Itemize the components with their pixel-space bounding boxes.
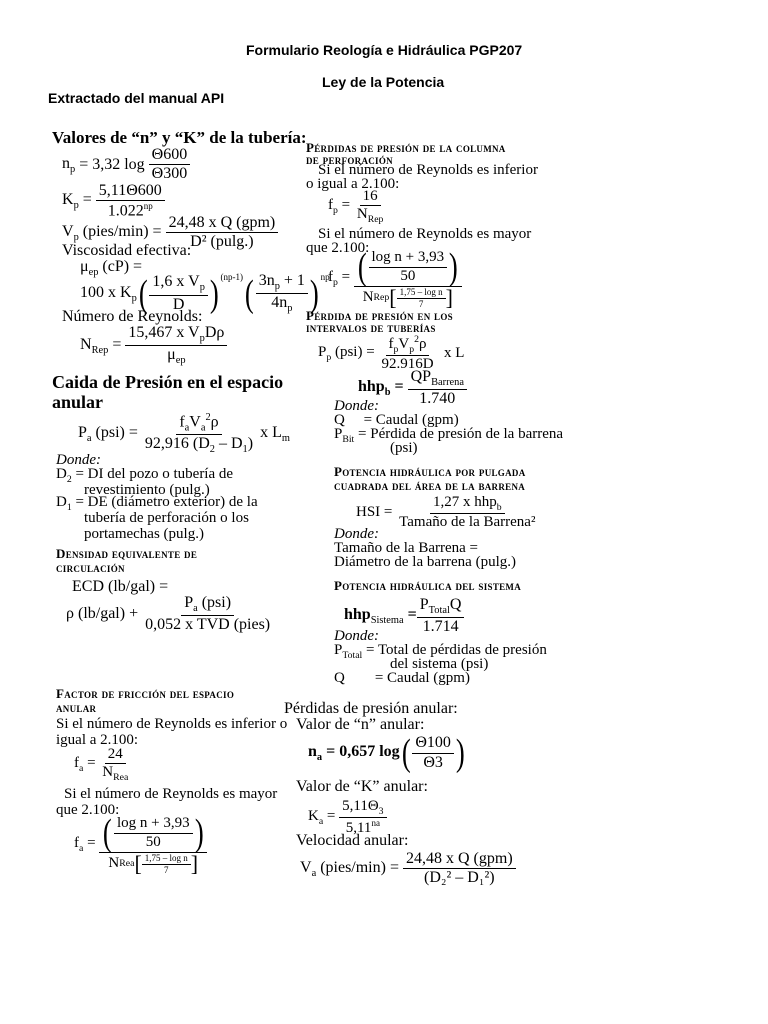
na-denominator: Θ3 [423,753,443,771]
hhpb-lhs: hhp$_b$ = [358,378,404,399]
fa-laminar-numerator: 24 [105,746,126,764]
ecd-lhs: ECD (lb/gal) = [72,578,169,595]
hsi-lhs: HSI = [356,504,393,521]
fp-turb-bracket-fraction [397,287,446,309]
annular-loss-heading: Pérdidas de presión anular: [284,700,458,717]
pa-formula [78,412,290,457]
mu-fraction-2 [256,272,308,315]
ka-denominator: $5,11^{na}$ [345,818,380,837]
pp-numerator: $f_pV_p^2\rho$ [386,334,430,356]
drill-string-heading-1: Pérdidas de presión de la columna [306,140,506,155]
ecd-numerator: $P_a$ (psi) [181,594,234,616]
drill-string-heading-2: de perforación [306,152,393,167]
sys-fraction [417,596,465,637]
vp-denominator: D² (pulg.) [190,233,254,251]
fa-turbulent-formula [74,814,207,875]
q2-def: Q = Caudal (gpm) [334,670,470,686]
ecd-heading-2: circulación [56,560,125,575]
pp-lhs: $P_p$ (psi) = [318,344,375,364]
mu-f1-denominator: D [172,295,185,313]
fa-turbulent-fraction [99,814,207,875]
ecd-denominator: 0,052 x TVD (pies) [145,616,271,634]
nrep-lhs: $N_{Rep}$ = [80,335,122,356]
hhpb-fraction [408,368,467,409]
drill-laminar-text-1: Si el número de Reynolds es inferior [318,162,538,178]
mu-formula: 100 x $K_p$ ( $\frac{1,6 x V_p}{D}$ ) $^{(np-1)}$ ( $\frac{3n_p + 1}{4n_p}$ ) $^{np}$ [80,272,330,315]
mu-f1-numerator: 1,6 x $V_p$ [149,273,207,295]
fa-heading-2: anular [56,700,97,715]
fp-laminar-lhs: $f_p$ = [328,197,351,217]
pipe-values-heading: Valores de “n” y “K” de la tubería: [52,128,307,147]
hsi-heading-1: Potencia hidráulica por pulgada [334,464,526,479]
va-lhs: $V_a$ (pies/min) = [300,858,399,879]
d2-def-1: $D_2$ = DI del pozo o tubería de [56,466,234,485]
mu-exp-1: (np-1) [220,272,244,282]
fa-bracket-den: 7 [164,864,169,875]
mu-f2-denominator: $4n_p$ [271,294,293,315]
annular-pressure-heading-2: anular [52,392,104,412]
na-lhs: $n_a = 0,657$ log [308,742,400,764]
fp-bracket-den: 7 [418,298,424,309]
hhpb-denominator: 1.740 [419,390,456,408]
ecd-fraction [142,594,273,635]
nrep-denominator: $\mu_{ep}$ [167,346,186,367]
pa-numerator: $f_aV_a^2\rho$ [176,412,221,435]
fp-laminar-numerator: 16 [360,188,381,206]
nrep-fraction [125,324,227,367]
fp-turbulent-denominator: N Rep [ $\frac{\text{1,75 – log n}}{7}$ ] [362,285,453,310]
effective-viscosity-label: Viscosidad efectiva: [62,242,192,259]
kp-denominator: $1.022^{np}$ [107,201,153,220]
donde-label-left: Donde: [56,452,101,468]
pa-lhs: $P_a$ (psi) = [78,424,138,445]
ka-label: Valor de “K” anular: [296,778,428,795]
ka-lhs: $K_a$ = [308,808,336,828]
reynolds-label: Número de Reynolds: [62,308,203,325]
q-def: Q = Caudal (gpm) [334,412,459,428]
hsi-heading-2: cuadrada del área de la barrena [334,478,526,493]
pbit-def-2: (psi) [390,440,418,456]
fa-turbulent-text-1: Si el número de Reynolds es mayor [64,786,278,802]
fp-turb-inner-fraction [369,249,448,285]
interval-heading-2: intervalos de tuberías [306,320,436,335]
d1-def-2: tubería de perforación o los [84,510,249,526]
hsi-formula [356,494,538,531]
na-formula: $n_a = 0,657$ log ( $\frac{\Theta 100}{\Theta 3}$ ) [308,732,465,774]
fp-turb-inner-num: log n + 3,93 [369,249,448,267]
fa-turbulent-lhs: $f_a$ = [74,835,96,854]
ptotal-def-1: $P_{Total}$ = Total de pérdidas de presión [334,642,547,661]
np-numerator: Θ600 [149,146,191,165]
donde-label-right-3: Donde: [334,628,379,644]
va-formula [300,850,516,888]
np-coef: = 3,32 log [79,155,145,173]
ptotal-def-2: del sistema (psi) [390,656,489,672]
va-fraction [403,850,516,888]
mu-exp-2: np [320,272,330,282]
mu-lhs: $\mu_{ep}$ (cP) = [80,258,143,279]
na-label: Valor de “n” anular: [296,716,425,733]
kp-numerator: 5,11Θ600 [96,182,165,201]
sys-denominator: 1.714 [422,618,459,636]
np-lhs: $n_p$ [62,154,76,175]
va-label: Velocidad anular: [296,832,409,849]
bit-size-def-1: Tamaño de la Barrena = [334,540,479,556]
mu-prefix: 100 x $K_p$ [80,283,137,304]
np-formula [62,146,190,184]
fp-turbulent-formula [328,248,462,309]
hsi-numerator: 1,27 x hhp$_b$ [430,494,505,514]
page-title: Formulario Reología e Hidráulica PGP207 [246,42,523,58]
d1-def-3: portamechas (pulg.) [84,526,204,542]
bit-size-def-2: Diámetro de la barrena (pulg.) [334,554,516,570]
fp-turbulent-fraction [354,248,462,309]
fa-turb-bracket-fraction [142,853,191,875]
fa-laminar-formula [74,746,131,783]
mu-f2-numerator: $3n_p + 1$ [256,272,308,294]
vp-numerator: 24,48 x Q (gpm) [166,214,279,233]
fa-heading-1: Factor de fricción del espacio [56,686,235,701]
source-note: Extractado del manual API [48,90,225,106]
na-numerator: Θ100 [412,734,454,753]
drill-turbulent-text-2: que 2.100: [306,240,370,256]
ecd-heading-1: Densidad equivalente de [56,546,198,561]
ecd-rho: ρ (lb/gal) + [66,605,139,623]
fa-turb-inner-fraction [114,815,193,851]
pp-tail: x L [444,345,465,362]
va-numerator: 24,48 x Q (gpm) [403,850,516,869]
na-fraction [412,734,454,772]
pbit-def-1: $P_{Bit}$ = Pérdida de presión de la barrena [334,426,564,445]
interval-heading-1: Pérdida de presión en los [306,308,453,323]
fp-laminar-formula [328,188,386,225]
nrep-numerator: 15,467 x $V_pD\rho$ [125,324,227,346]
donde-label-right-2: Donde: [334,526,379,542]
hsi-fraction [396,494,538,531]
fp-laminar-fraction [354,188,387,225]
fp-laminar-denominator: $N_{Rep}$ [356,206,384,226]
fa-laminar-text-1: Si el número de Reynolds es inferior o [56,716,288,732]
page-subtitle: Ley de la Potencia [322,74,445,90]
fa-turb-inner-den: 50 [145,833,161,850]
fa-laminar-lhs: $f_a$ = [74,755,96,775]
fp-turb-inner-den: 50 [400,267,416,284]
kp-lhs: $K_p$ = [62,191,92,212]
pa-denominator: 92,916 $(D_2 - D_1)$ [144,435,254,456]
hsi-denominator: Tamaño de la Barrena² [399,514,536,531]
annular-pressure-heading-1: Caida de Presión en el espacio [52,372,284,392]
fa-laminar-fraction [99,746,131,783]
fa-laminar-denominator: $N_{Rea}$ [102,764,129,784]
fp-turbulent-lhs: $f_p$ = [328,269,351,288]
pa-fraction [142,412,256,457]
ka-numerator: $5,11\Theta_3$ [339,798,386,818]
pa-tail: x $L_m$ [260,424,290,445]
fa-bracket-num: 1,75 – log n [142,853,191,864]
va-denominator: (D₂² – D₁²) [424,869,495,887]
d1-def-1: $D_1$ = DE (diámetro exterior) de la [56,494,258,513]
fa-turbulent-text-2: que 2.100: [56,802,120,818]
drill-laminar-text-2: o igual a 2.100: [306,176,400,192]
ecd-formula [66,594,273,635]
d2-def-2: revestimiento (pulg.) [84,482,210,498]
fa-turb-inner-num: log n + 3,93 [114,815,193,833]
sys-lhs: hhp$_{Sistema}$ = [344,606,417,627]
fa-turbulent-numerator: ( $\frac{\text{log n + 3,93}}{50}$ ) [99,814,207,853]
pp-denominator: 92.916D [381,356,434,373]
donde-label-right-1: Donde: [334,398,379,414]
fa-turbulent-denominator: N Rea [ $\frac{\text{1,75 – log n}}{7}$ ] [108,851,199,876]
np-denominator: Θ300 [151,165,188,183]
nrep-formula [80,324,227,367]
np-fraction [149,146,191,184]
hhpb-numerator: $QP_{Barrena}$ [408,368,467,390]
fp-turbulent-numerator: ( $\frac{\text{log n + 3,93}}{50}$ ) [354,248,462,287]
fa-laminar-text-2: igual a 2.100: [56,732,139,748]
vp-lhs: $V_p$ (pies/min) = [62,222,162,243]
sys-numerator: $P_{Total}Q$ [417,596,465,618]
fp-bracket-num: 1,75 – log n [397,287,446,298]
drill-turbulent-text-1: Si el número de Reynolds es mayor [318,226,532,242]
system-hp-heading: Potencia hidráulica del sistema [334,578,522,593]
